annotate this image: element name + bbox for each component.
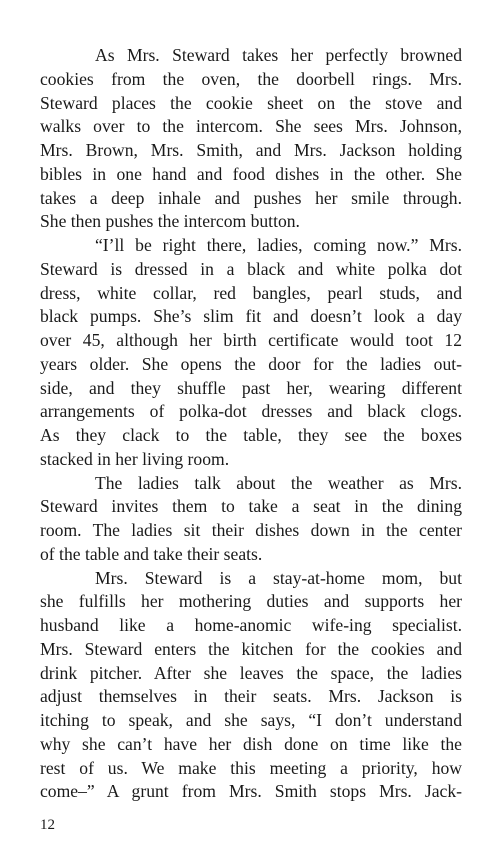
page-number: 12	[40, 817, 55, 833]
text-line: cookies from the oven, the doorbell rings. Mrs.	[40, 68, 462, 89]
text-line: come–” A grunt from Mrs. Smith stops Mrs. Jack-	[40, 781, 462, 802]
text-line: black pumps. She’s slim fit and doesn’t look a day	[40, 306, 462, 327]
text-line: “I’ll be right there, ladies, coming now.” Mrs.	[95, 235, 462, 255]
text-line: Mrs. Steward is a stay-at-home mom, but	[95, 567, 462, 588]
text-line: drink pitcher. After she leaves the space, the ladies	[40, 662, 462, 683]
text-line: takes a deep inhale and pushes her smile through.	[40, 187, 462, 208]
paragraph-3	[40, 472, 462, 567]
text-line: The ladies talk about the weather as Mrs.	[95, 472, 462, 493]
text-line: Steward invites them to take a seat in the dining	[40, 496, 462, 517]
paragraph-1	[40, 44, 462, 234]
text-line: of the table and take their seats.	[40, 543, 263, 564]
text-line: over 45, although her birth certificate would toot 12	[40, 330, 462, 350]
text-line: As Mrs. Steward takes her perfectly browned	[95, 45, 462, 65]
text-line: stacked in her living room.	[40, 448, 230, 469]
text-line: itching to speak, and she says, “I don’t understand	[40, 710, 462, 730]
text-line: why she can’t have her dish done on time like the	[40, 733, 462, 754]
paragraph-2	[40, 234, 462, 472]
text-line: Mrs. Steward enters the kitchen for the cookies and	[40, 638, 462, 659]
text-line: Steward is dressed in a black and white polka dot	[40, 258, 462, 279]
text-line: walks over to the intercom. She sees Mrs. Johnson,	[40, 116, 462, 137]
text-line: adjust themselves in their seats. Mrs. Jackson is	[40, 686, 462, 707]
text-line: arrangements of polka-dot dresses and black clogs.	[40, 401, 462, 422]
text-line: As they clack to the table, they see the boxes	[40, 425, 462, 445]
paragraph-4	[40, 567, 462, 805]
text-line: years older. She opens the door for the ladies out-	[40, 353, 462, 374]
text-line: husband like a home-anomic wife-ing specialist.	[40, 615, 462, 635]
text-line: bibles in one hand and food dishes in the other. She	[40, 163, 462, 184]
body-text	[40, 44, 462, 804]
text-line: room. The ladies sit their dishes down in the center	[40, 520, 462, 540]
text-line: side, and they shuffle past her, wearing different	[40, 377, 462, 398]
text-line: Mrs. Brown, Mrs. Smith, and Mrs. Jackson holding	[40, 140, 462, 160]
text-line: dress, white collar, red bangles, pearl studs, and	[40, 282, 462, 303]
text-line: she fulfills her mothering duties and supports her	[40, 591, 462, 612]
text-line: rest of us. We make this meeting a priority, how	[40, 757, 462, 778]
text-line: Steward places the cookie sheet on the stove and	[40, 92, 462, 113]
text-line: She then pushes the intercom button.	[40, 211, 300, 232]
